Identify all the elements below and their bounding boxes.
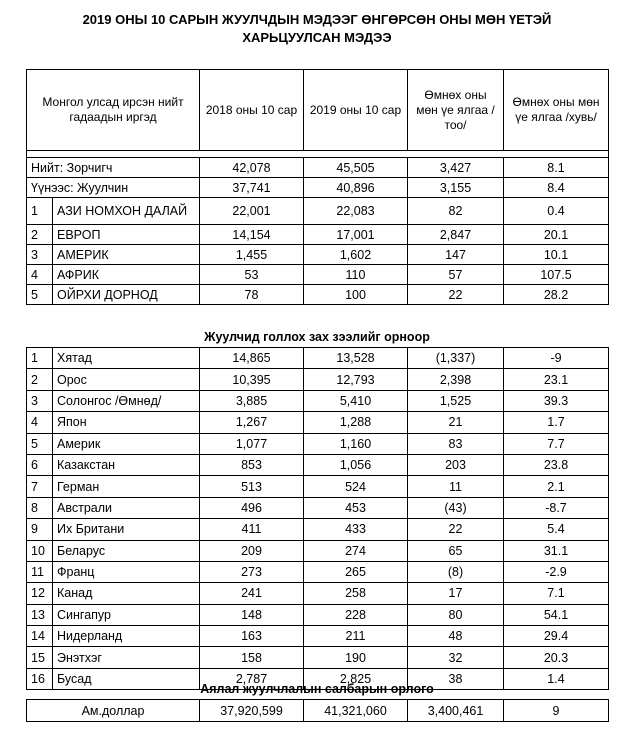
cell-2018: 513 — [200, 476, 304, 497]
cell-percent: 20.1 — [504, 225, 609, 245]
cell-diff: 22 — [408, 285, 504, 305]
region-row — [27, 225, 609, 245]
row-label: Нийт: Зорчигч — [27, 158, 200, 178]
country-name: Америк — [53, 433, 200, 454]
row-label: Үүнээс: Жуулчин — [27, 178, 200, 198]
cell-diff: 22 — [408, 519, 504, 540]
cell-2018: 241 — [200, 583, 304, 604]
cell-percent: 23.8 — [504, 454, 609, 475]
cell-2018: 496 — [200, 497, 304, 518]
cell-diff: (1,337) — [408, 348, 504, 369]
income-2019: 41,321,060 — [304, 700, 408, 722]
cell-diff: 203 — [408, 454, 504, 475]
country-row — [27, 519, 609, 540]
cell-percent: 7.1 — [504, 583, 609, 604]
cell-2019: 258 — [304, 583, 408, 604]
section-title-income: Аялал жуулчлалын салбарын орлого — [200, 682, 434, 696]
cell-diff: 1,525 — [408, 390, 504, 411]
header-2019: 2019 оны 10 сар — [304, 70, 408, 151]
country-name: Сингапур — [53, 604, 200, 625]
cell-percent: 0.4 — [504, 198, 609, 225]
cell-diff: 3,427 — [408, 158, 504, 178]
cell-2019: 22,083 — [304, 198, 408, 225]
cell-diff: 147 — [408, 245, 504, 265]
country-name: Нидерланд — [53, 626, 200, 647]
row-number: 4 — [27, 412, 53, 433]
row-number: 16 — [27, 668, 53, 689]
region-name: ОЙРХИ ДОРНОД — [53, 285, 200, 305]
region-row — [27, 265, 609, 285]
cell-diff: 21 — [408, 412, 504, 433]
country-row — [27, 476, 609, 497]
cell-2019: 1,160 — [304, 433, 408, 454]
total-row — [27, 158, 609, 178]
country-row — [27, 348, 609, 369]
country-name: Хятад — [53, 348, 200, 369]
cell-percent: -9 — [504, 348, 609, 369]
cell-2019: 211 — [304, 626, 408, 647]
cell-percent: 10.1 — [504, 245, 609, 265]
cell-2018: 3,885 — [200, 390, 304, 411]
row-number: 9 — [27, 519, 53, 540]
cell-percent: 1.4 — [504, 668, 609, 689]
cell-2019: 45,505 — [304, 158, 408, 178]
header-diff-percent: Өмнөх оны мөн үе ялгаа /хувь/ — [504, 70, 609, 151]
regions-table — [26, 69, 609, 305]
row-number: 14 — [27, 626, 53, 647]
cell-diff: 65 — [408, 540, 504, 561]
header-diff-count: Өмнөх оны мөн үе ялгаа /тоо/ — [408, 70, 504, 151]
income-row — [27, 700, 609, 722]
cell-2018: 37,741 — [200, 178, 304, 198]
region-name: ЕВРОП — [53, 225, 200, 245]
country-name: Орос — [53, 369, 200, 390]
cell-2019: 228 — [304, 604, 408, 625]
row-number: 8 — [27, 497, 53, 518]
cell-2018: 22,001 — [200, 198, 304, 225]
cell-2019: 110 — [304, 265, 408, 285]
cell-2019: 17,001 — [304, 225, 408, 245]
cell-percent: 2.1 — [504, 476, 609, 497]
country-row — [27, 540, 609, 561]
row-number: 12 — [27, 583, 53, 604]
country-row — [27, 561, 609, 582]
tourists-row — [27, 178, 609, 198]
cell-diff: 17 — [408, 583, 504, 604]
country-row — [27, 626, 609, 647]
cell-percent: 54.1 — [504, 604, 609, 625]
cell-percent: 28.2 — [504, 285, 609, 305]
cell-2019: 190 — [304, 647, 408, 668]
row-number: 10 — [27, 540, 53, 561]
cell-diff: 38 — [408, 668, 504, 689]
section-title-countries: Жуулчид голлох зах зээлийг орноор — [204, 330, 430, 344]
income-table — [26, 699, 609, 722]
cell-percent: -8.7 — [504, 497, 609, 518]
country-row — [27, 454, 609, 475]
cell-2019: 1,288 — [304, 412, 408, 433]
cell-diff: 57 — [408, 265, 504, 285]
cell-2018: 163 — [200, 626, 304, 647]
country-row — [27, 604, 609, 625]
header-total-foreigners: Монгол улсад ирсэн нийт гадаадын иргэд — [27, 70, 200, 151]
cell-diff: (43) — [408, 497, 504, 518]
cell-2018: 148 — [200, 604, 304, 625]
cell-diff: 3,155 — [408, 178, 504, 198]
row-number: 7 — [27, 476, 53, 497]
cell-2019: 1,056 — [304, 454, 408, 475]
country-name: Энэтхэг — [53, 647, 200, 668]
cell-2019: 433 — [304, 519, 408, 540]
row-number: 11 — [27, 561, 53, 582]
cell-2019: 40,896 — [304, 178, 408, 198]
row-number: 5 — [27, 285, 53, 305]
cell-2019: 453 — [304, 497, 408, 518]
row-number: 1 — [27, 198, 53, 225]
cell-percent: 39.3 — [504, 390, 609, 411]
header-2018: 2018 оны 10 сар — [200, 70, 304, 151]
cell-2018: 2,787 — [200, 668, 304, 689]
country-row — [27, 583, 609, 604]
income-percent: 9 — [504, 700, 609, 722]
cell-diff: (8) — [408, 561, 504, 582]
countries-body — [27, 348, 609, 690]
region-row — [27, 285, 609, 305]
income-label: Ам.доллар — [27, 700, 200, 722]
cell-2018: 209 — [200, 540, 304, 561]
region-row — [27, 245, 609, 265]
cell-2019: 13,528 — [304, 348, 408, 369]
cell-2019: 1,602 — [304, 245, 408, 265]
income-2018: 37,920,599 — [200, 700, 304, 722]
cell-diff: 32 — [408, 647, 504, 668]
cell-diff: 2,847 — [408, 225, 504, 245]
cell-diff: 83 — [408, 433, 504, 454]
country-name: Казакстан — [53, 454, 200, 475]
spacer-row — [27, 151, 609, 158]
countries-table — [26, 347, 609, 690]
region-name: АМЕРИК — [53, 245, 200, 265]
cell-2018: 14,865 — [200, 348, 304, 369]
region-name: АФРИК — [53, 265, 200, 285]
cell-diff: 82 — [408, 198, 504, 225]
region-name: АЗИ НОМХОН ДАЛАЙ — [53, 198, 200, 225]
cell-2019: 524 — [304, 476, 408, 497]
country-name: Беларус — [53, 540, 200, 561]
country-row — [27, 647, 609, 668]
cell-2018: 853 — [200, 454, 304, 475]
cell-percent: 29.4 — [504, 626, 609, 647]
country-name: Бусад — [53, 668, 200, 689]
income-diff: 3,400,461 — [408, 700, 504, 722]
cell-percent: 23.1 — [504, 369, 609, 390]
cell-2018: 42,078 — [200, 158, 304, 178]
country-name: Их Британи — [53, 519, 200, 540]
cell-2018: 1,267 — [200, 412, 304, 433]
cell-percent: 7.7 — [504, 433, 609, 454]
cell-2018: 78 — [200, 285, 304, 305]
country-row — [27, 433, 609, 454]
cell-percent: 8.1 — [504, 158, 609, 178]
row-number: 2 — [27, 225, 53, 245]
cell-2019: 5,410 — [304, 390, 408, 411]
country-name: Япон — [53, 412, 200, 433]
country-name: Франц — [53, 561, 200, 582]
country-row — [27, 390, 609, 411]
cell-percent: 5.4 — [504, 519, 609, 540]
cell-diff: 11 — [408, 476, 504, 497]
row-number: 3 — [27, 390, 53, 411]
cell-2018: 14,154 — [200, 225, 304, 245]
cell-2019: 12,793 — [304, 369, 408, 390]
country-row — [27, 412, 609, 433]
cell-percent: -2.9 — [504, 561, 609, 582]
row-number: 3 — [27, 245, 53, 265]
cell-2018: 411 — [200, 519, 304, 540]
cell-2019: 2,825 — [304, 668, 408, 689]
cell-diff: 80 — [408, 604, 504, 625]
cell-2019: 265 — [304, 561, 408, 582]
report-title-line2: ХАРЬЦУУЛСАН МЭДЭЭ — [242, 30, 392, 45]
cell-2018: 158 — [200, 647, 304, 668]
cell-2018: 273 — [200, 561, 304, 582]
cell-percent: 31.1 — [504, 540, 609, 561]
cell-2018: 53 — [200, 265, 304, 285]
cell-diff: 48 — [408, 626, 504, 647]
row-number: 2 — [27, 369, 53, 390]
cell-2019: 274 — [304, 540, 408, 561]
cell-diff: 2,398 — [408, 369, 504, 390]
cell-2018: 1,077 — [200, 433, 304, 454]
cell-percent: 20.3 — [504, 647, 609, 668]
row-number: 5 — [27, 433, 53, 454]
region-row — [27, 198, 609, 225]
cell-percent: 1.7 — [504, 412, 609, 433]
cell-percent: 8.4 — [504, 178, 609, 198]
row-number: 6 — [27, 454, 53, 475]
country-row — [27, 497, 609, 518]
cell-2018: 1,455 — [200, 245, 304, 265]
country-name: Канад — [53, 583, 200, 604]
country-row — [27, 369, 609, 390]
row-number: 4 — [27, 265, 53, 285]
row-number: 13 — [27, 604, 53, 625]
report-title-line1: 2019 ОНЫ 10 САРЫН ЖУУЛЧДЫН МЭДЭЭГ ӨНГӨРСӨН ОНЫ МӨН ҮЕТЭЙ — [82, 12, 552, 27]
cell-2018: 10,395 — [200, 369, 304, 390]
row-number: 1 — [27, 348, 53, 369]
cell-2019: 100 — [304, 285, 408, 305]
cell-percent: 107.5 — [504, 265, 609, 285]
country-name: Солонгос /Өмнөд/ — [53, 390, 200, 411]
country-name: Австрали — [53, 497, 200, 518]
row-number: 15 — [27, 647, 53, 668]
country-name: Герман — [53, 476, 200, 497]
